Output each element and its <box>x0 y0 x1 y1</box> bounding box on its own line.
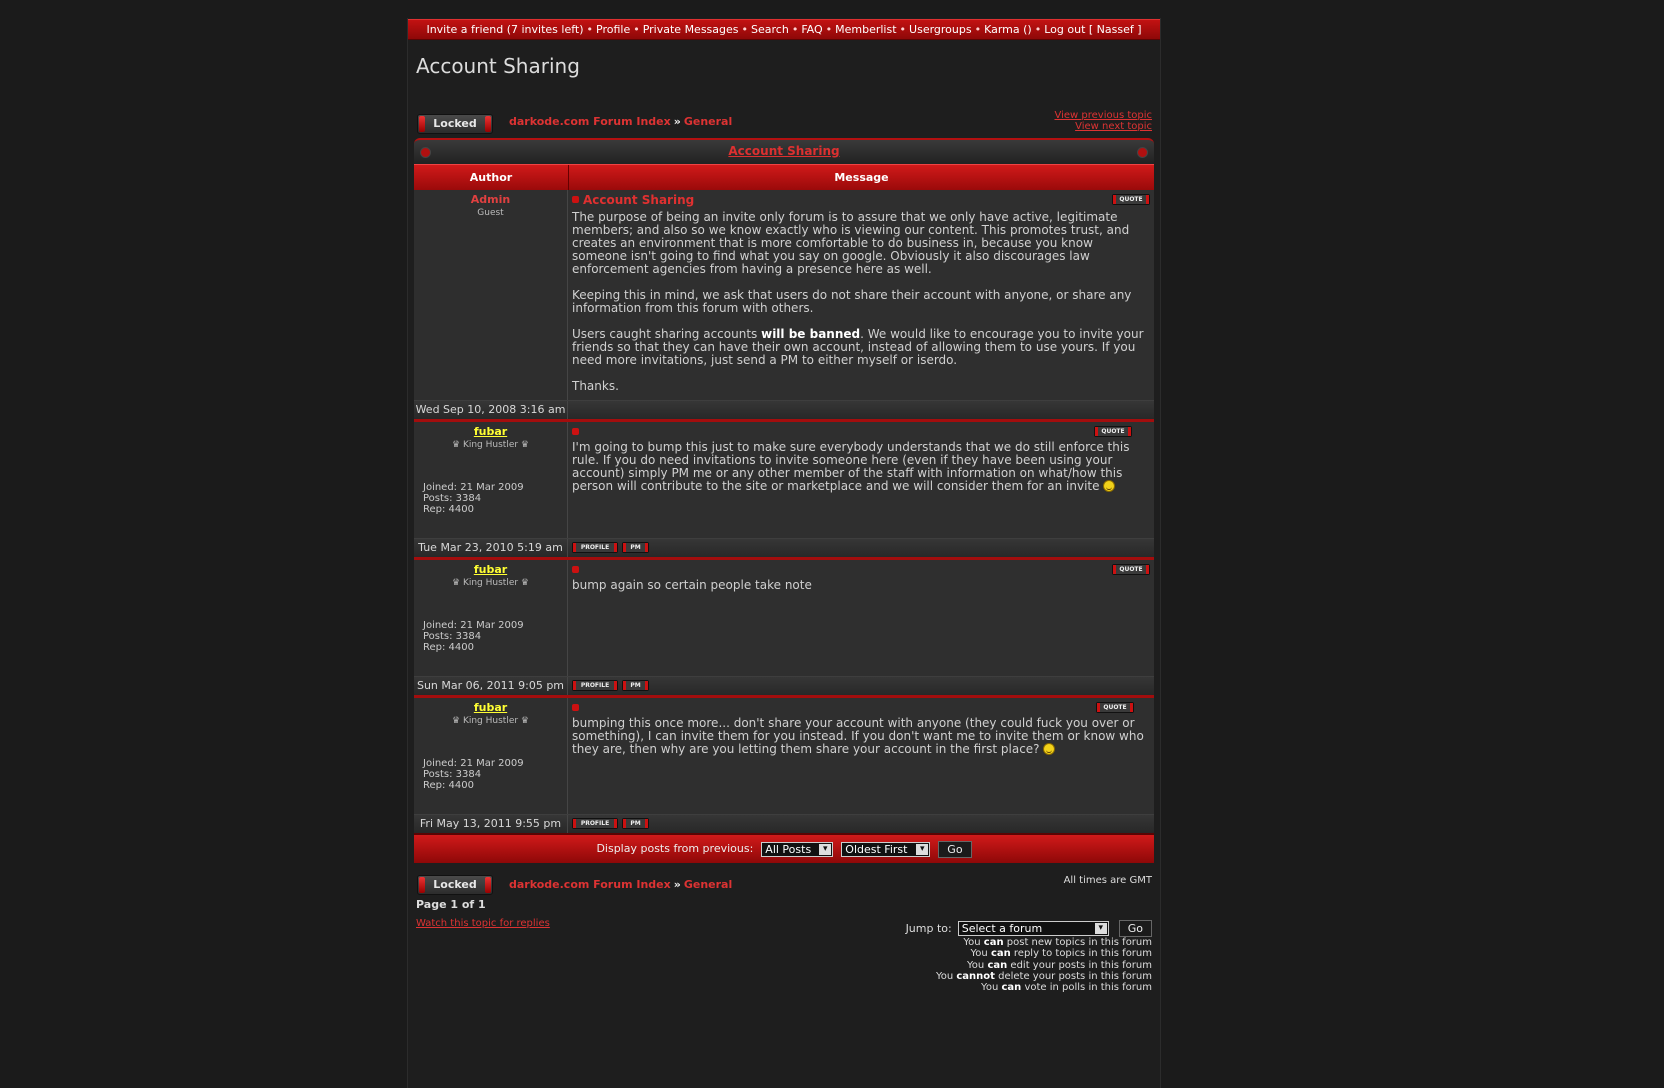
pm-button[interactable]: PM <box>622 818 649 829</box>
top-navigation: Invite a friend (7 invites left) • Profile • Private Messages • Search • FAQ • Memberlist • Usergroups • Karma () • Log out [ Nassef ] <box>408 19 1160 40</box>
permission-line: You can reply to topics in this forum <box>970 948 1152 960</box>
post-footer <box>414 400 1154 419</box>
smiley-icon <box>1103 480 1115 492</box>
author-name[interactable]: fubar <box>473 701 508 714</box>
permission-line: You cannot delete your posts in this forum <box>935 970 1152 982</box>
post-row <box>414 190 1154 400</box>
post-date: Wed Sep 10, 2008 3:16 am <box>414 401 568 419</box>
author-rank: ♛ King Hustler ♛ <box>452 716 529 726</box>
post-paragraph: I'm going to bump this just to make sure everybody understands that we do still enforce this rule. If you do need invitations to invite someone here (even if they have been using your account) simply PM me or any other member of the staff with information on what/how this person will contribute to the site or marketplace and we will consider them for an invite <box>572 440 1130 493</box>
breadcrumb-forum-index[interactable]: darkode.com Forum Index <box>509 115 671 128</box>
post-author-cell <box>414 698 568 814</box>
post-paragraph: Keeping this in mind, we ask that users do not share their account with anyone, or share any information from this forum with others. <box>572 288 1132 315</box>
display-order-select[interactable]: Oldest First ▾ <box>841 842 930 857</box>
post-paragraph: The purpose of being an invite only forum is to assure that we only have active, legitimate members; and also so we know exactly who is viewing our content. This promotes trust, and creates an environment that is more comfortable to do business in, because you know someone isn't going to find what you say on google. Obviously it also discourages law enforcement agencies from having a presence here as well. <box>572 210 1130 276</box>
post-body <box>568 422 1154 538</box>
author-stats: Joined: 21 Mar 2009 Posts: 3384 Rep: 4400 <box>423 482 524 515</box>
topic-navigation-links <box>1054 110 1152 132</box>
breadcrumb-general[interactable]: General <box>683 115 733 128</box>
left-dot-icon <box>420 147 431 158</box>
post-paragraph: Users caught sharing accounts will be banned. We would like to encourage you to invite your friends so that they can have their own account, instead of allowing them to use yours. If you need more invitations, just send a PM to either myself or iserdo. <box>572 327 1144 367</box>
post-row <box>414 695 1154 814</box>
page-indicator: Page 1 of 1 <box>416 898 486 911</box>
column-header <box>414 164 1154 190</box>
nav-karma[interactable]: Karma () <box>984 23 1032 36</box>
permission-line: You can vote in polls in this forum <box>981 982 1152 994</box>
author-rank: Guest <box>477 208 504 218</box>
post-icon <box>572 566 579 573</box>
post-paragraph: bumping this once more... don't share your account with anyone (they could fuck you over or something), I can invite them for you instead. If you don't want me to invite them or know who they are, then why are you letting them share your account in the first place? <box>572 716 1144 756</box>
post-paragraph: Thanks. <box>572 379 619 393</box>
breadcrumb: darkode.com Forum Index » General <box>509 115 733 128</box>
pm-button[interactable]: PM <box>622 680 649 691</box>
author-stats: Joined: 21 Mar 2009 Posts: 3384 Rep: 4400 <box>423 758 524 791</box>
view-next-topic-link[interactable]: View next topic <box>1075 121 1152 132</box>
nav-faq[interactable]: FAQ <box>801 23 823 36</box>
posts-table <box>414 138 1154 863</box>
quote-button[interactable]: QUOTE <box>1112 564 1150 575</box>
quote-button[interactable]: QUOTE <box>1112 194 1150 205</box>
display-options-bar <box>414 833 1154 863</box>
table-title-bar <box>414 138 1154 164</box>
nav-invite[interactable]: Invite a friend (7 invites left) <box>426 23 584 36</box>
quote-button[interactable]: QUOTE <box>1094 426 1132 437</box>
author-name[interactable]: fubar <box>473 425 508 438</box>
author-rank: ♛ King Hustler ♛ <box>452 440 529 450</box>
quote-button[interactable]: QUOTE <box>1096 702 1134 713</box>
view-previous-topic-link[interactable]: View previous topic <box>1054 110 1152 121</box>
display-go-button[interactable]: Go <box>938 841 971 858</box>
profile-button[interactable]: PROFILE <box>572 818 618 829</box>
profile-button[interactable]: PROFILE <box>572 542 618 553</box>
nav-logout[interactable]: Log out [ Nassef ] <box>1044 23 1142 36</box>
post-footer <box>414 814 1154 833</box>
page-title: Account Sharing <box>416 54 580 78</box>
author-rank: ♛ King Hustler ♛ <box>452 578 529 588</box>
post-body <box>568 190 1154 400</box>
pm-button[interactable]: PM <box>622 542 649 553</box>
profile-button[interactable]: PROFILE <box>572 680 618 691</box>
jump-forum-select[interactable]: Select a forum ▾ <box>958 921 1109 936</box>
post-icon <box>572 704 579 711</box>
post-footer <box>414 676 1154 695</box>
wink-smiley-icon <box>1043 743 1055 755</box>
display-range-select[interactable]: All Posts ▾ <box>761 842 833 857</box>
locked-button[interactable]: Locked <box>417 114 493 134</box>
post-footer <box>414 538 1154 557</box>
topic-title-link[interactable]: Account Sharing <box>728 144 840 158</box>
post-icon <box>572 428 579 435</box>
nav-memberlist[interactable]: Memberlist <box>835 23 897 36</box>
message-column-header: Message <box>834 171 889 184</box>
post-author-cell <box>414 560 568 676</box>
permission-line: You can edit your posts in this forum <box>967 959 1152 971</box>
jump-label: Jump to: <box>905 922 952 935</box>
post-body <box>568 560 1154 676</box>
nav-private-messages[interactable]: Private Messages <box>642 23 739 36</box>
jump-to <box>906 920 1152 937</box>
nav-profile[interactable]: Profile <box>596 23 631 36</box>
post-author-cell <box>414 422 568 538</box>
post-paragraph: bump again so certain people take note <box>572 578 812 592</box>
right-dot-icon <box>1137 147 1148 158</box>
author-name[interactable]: Admin <box>470 193 511 206</box>
author-name[interactable]: fubar <box>473 563 508 576</box>
locked-button-bottom[interactable]: Locked <box>417 875 493 895</box>
nav-usergroups[interactable]: Usergroups <box>909 23 972 36</box>
post-subject: Account Sharing <box>583 193 695 207</box>
breadcrumb-forum-index[interactable]: darkode.com Forum Index <box>509 878 671 891</box>
post-icon <box>572 196 579 203</box>
permissions-list <box>936 937 1152 993</box>
page-container <box>407 18 1161 1088</box>
post-body <box>568 698 1154 814</box>
timezone-note: All times are GMT <box>1063 875 1152 886</box>
post-row <box>414 557 1154 676</box>
permission-line: You can post new topics in this forum <box>963 937 1152 948</box>
display-label: Display posts from previous: <box>596 842 754 855</box>
author-stats: Joined: 21 Mar 2009 Posts: 3384 Rep: 4400 <box>423 620 524 653</box>
post-date: Fri May 13, 2011 9:55 pm <box>414 815 568 833</box>
post-row <box>414 419 1154 538</box>
post-date: Tue Mar 23, 2010 5:19 am <box>414 539 568 557</box>
post-author-cell <box>414 190 568 400</box>
watch-topic-link[interactable]: Watch this topic for replies <box>416 918 550 929</box>
breadcrumb-bottom: darkode.com Forum Index » General <box>509 878 733 891</box>
author-column-header: Author <box>414 165 569 190</box>
breadcrumb-general[interactable]: General <box>683 878 733 891</box>
post-date: Sun Mar 06, 2011 9:05 pm <box>414 677 568 695</box>
nav-search[interactable]: Search <box>751 23 789 36</box>
jump-go-button[interactable]: Go <box>1119 920 1152 937</box>
